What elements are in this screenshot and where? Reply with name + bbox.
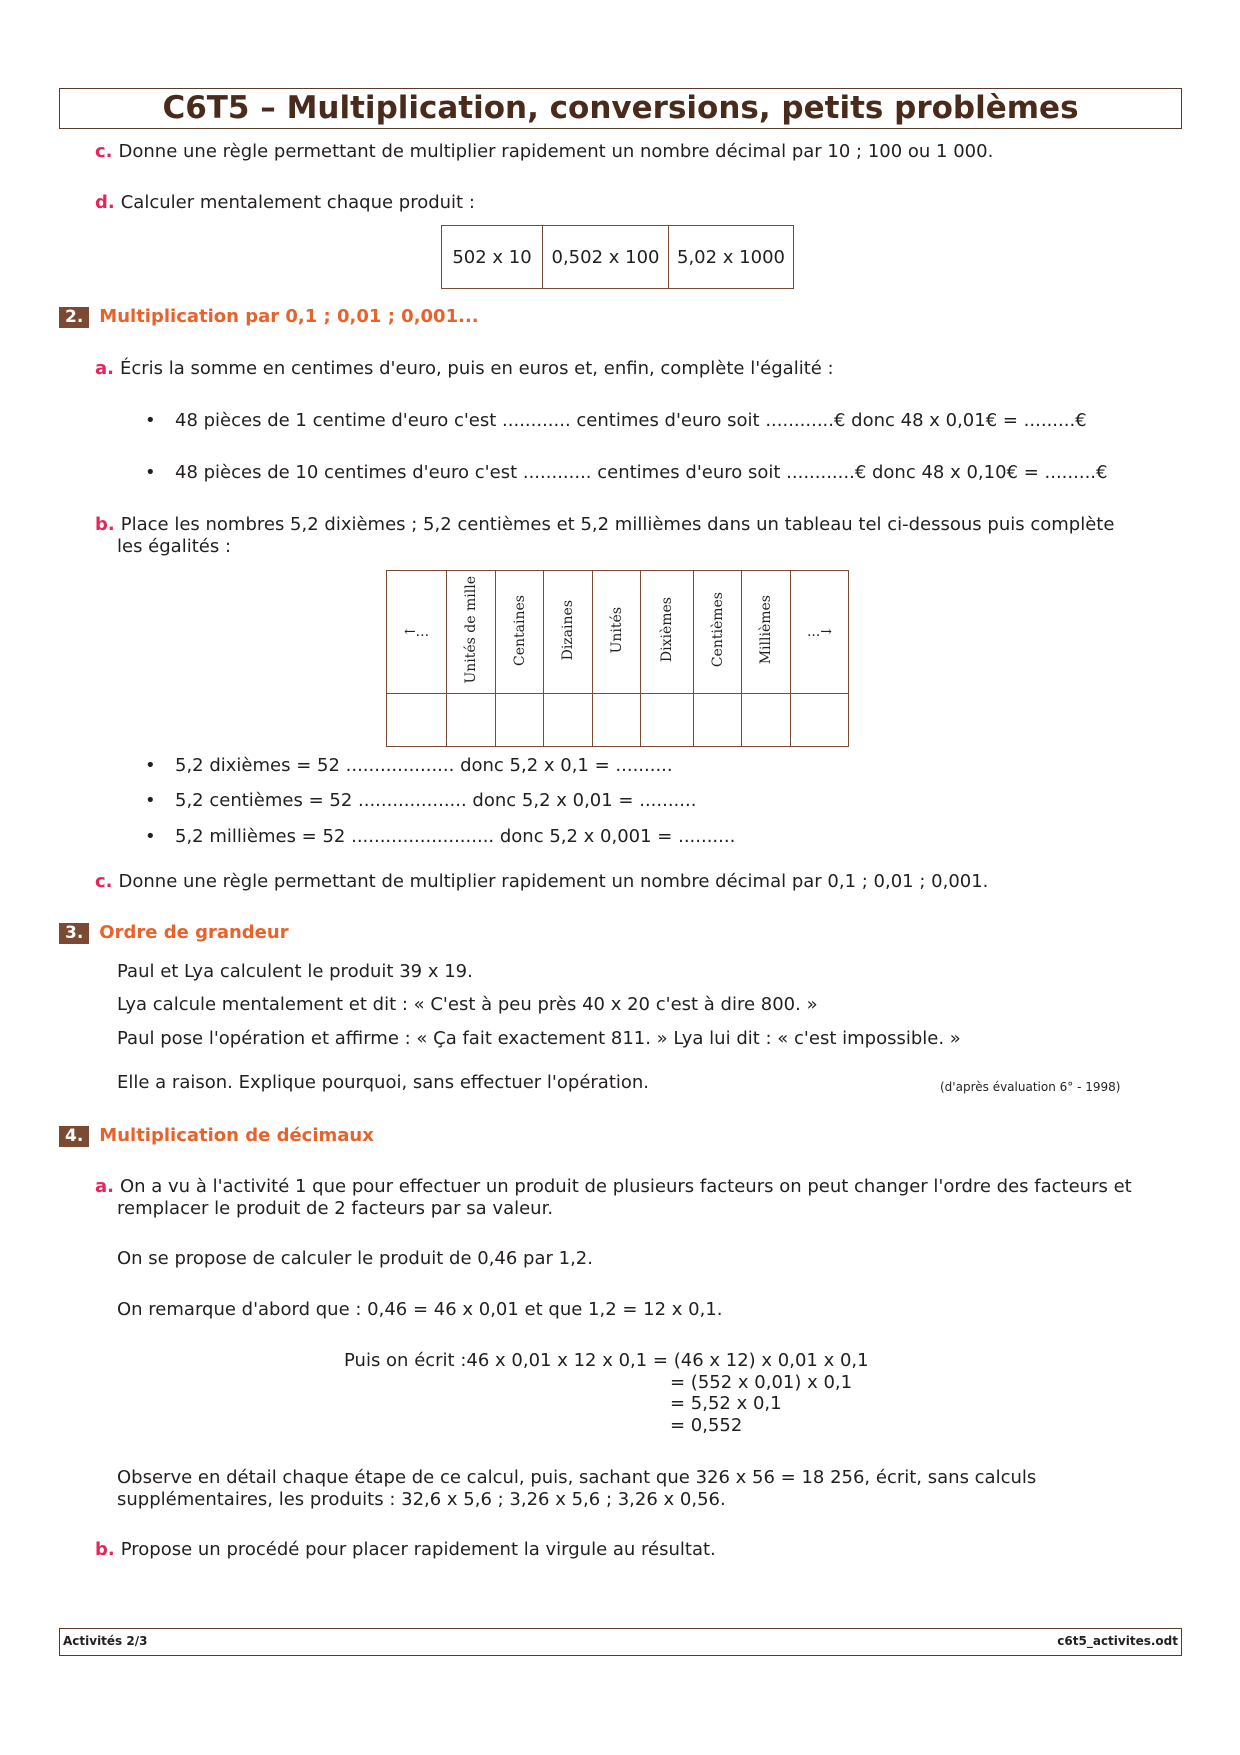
section-title: Multiplication de décimaux	[99, 1125, 374, 1146]
paragraph-line: Lya calcule mentalement et dit : « C'est à peu près 40 x 20 c'est à dire 800. »	[117, 994, 818, 1015]
header-label: Centièmes	[709, 592, 726, 668]
right-arrow-icon: ...→	[806, 624, 833, 640]
left-arrow-icon: ←...	[403, 624, 430, 640]
question-text: On a vu à l'activité 1 que pour effectuer un produit de plusieurs facteurs on peut changer l'ordre des facteurs et	[119, 1176, 1132, 1197]
table-header-cell	[387, 571, 447, 694]
question-4b	[95, 1539, 716, 1561]
table-header-cell	[641, 571, 694, 694]
header-label: Centaines	[511, 594, 528, 666]
table-cell[interactable]	[694, 694, 742, 747]
paragraph-line: supplémentaires, les produits : 32,6 x 5,6 ; 3,26 x 5,6 ; 3,26 x 0,56.	[117, 1489, 726, 1510]
table-cell[interactable]	[593, 694, 641, 747]
question-text-continued: remplacer le produit de 2 facteurs par sa valeur.	[117, 1198, 554, 1219]
table-header-row	[387, 571, 849, 694]
table-cell[interactable]	[387, 694, 447, 747]
question-letter: d.	[95, 192, 115, 213]
table-cell[interactable]	[791, 694, 849, 747]
question-2b	[95, 514, 1114, 536]
question-1c	[95, 141, 993, 163]
table-header-cell	[694, 571, 742, 694]
question-text: Place les nombres 5,2 dixièmes ; 5,2 centièmes et 5,2 millièmes dans un tableau tel ci-dessous puis complète	[120, 514, 1115, 535]
page-title: C6T5 – Multiplication, conversions, petits problèmes	[59, 88, 1182, 129]
header-label: Dixièmes	[659, 597, 675, 663]
question-text: Donne une règle permettant de multiplier rapidement un nombre décimal par 0,1 ; 0,01 ; 0,001.	[118, 871, 989, 892]
question-letter: c.	[95, 141, 113, 162]
bullet-icon: •	[145, 462, 156, 483]
table-header-cell	[496, 571, 544, 694]
header-label: Dizaines	[560, 599, 576, 661]
calc-step: = 0,552	[670, 1415, 743, 1436]
page-footer	[59, 1628, 1182, 1656]
list-item-text: 48 pièces de 10 centimes d'euro c'est ............ centimes d'euro soit ............€ donc 48 x 0,10€ = .........€	[175, 462, 1108, 483]
question-letter: c.	[95, 871, 113, 892]
bullet-icon: •	[145, 790, 156, 811]
question-text: Écris la somme en centimes d'euro, puis en euros et, enfin, complète l'égalité :	[119, 358, 834, 379]
question-2a	[95, 358, 834, 380]
header-label: Unités de mille	[463, 576, 479, 684]
table-header-cell	[447, 571, 496, 694]
list-item-text: 5,2 dixièmes = 52 ................... donc 5,2 x 0,1 = ..........	[175, 755, 673, 776]
table-cell[interactable]	[641, 694, 694, 747]
products-table	[441, 225, 794, 289]
calc-step: = 5,52 x 0,1	[670, 1393, 782, 1414]
header-label: Millièmes	[758, 595, 774, 665]
section-title: Multiplication par 0,1 ; 0,01 ; 0,001...	[99, 306, 479, 327]
paragraph-line: Observe en détail chaque étape de ce calcul, puis, sachant que 326 x 56 = 18 256, écrit, sans calculs	[117, 1467, 1037, 1488]
section-title: Ordre de grandeur	[99, 922, 289, 943]
table-header-cell	[742, 571, 791, 694]
table-cell[interactable]	[742, 694, 791, 747]
list-item	[145, 462, 1107, 484]
table-row	[387, 694, 849, 747]
paragraph-line: On se propose de calculer le produit de 0,46 par 1,2.	[117, 1248, 593, 1269]
section-2-heading	[59, 306, 479, 328]
calc-line: Puis on écrit :46 x 0,01 x 12 x 0,1 = (46 x 12) x 0,01 x 0,1	[344, 1350, 869, 1371]
section-number: 3.	[59, 923, 89, 944]
header-label: Unités	[608, 606, 625, 654]
paragraph-line: On remarque d'abord que : 0,46 = 46 x 0,01 et que 1,2 = 12 x 0,1.	[117, 1299, 723, 1320]
product-cell: 0,502 x 100	[543, 226, 669, 289]
question-letter: a.	[95, 358, 114, 379]
footer-left: Activités 2/3	[63, 1634, 148, 1648]
place-value-table	[386, 570, 849, 747]
bullet-icon: •	[145, 755, 156, 776]
question-4a	[95, 1176, 1132, 1198]
section-number: 4.	[59, 1126, 89, 1147]
section-3-heading	[59, 922, 289, 944]
table-header-cell	[593, 571, 641, 694]
bullet-icon: •	[145, 826, 156, 847]
question-2c	[95, 871, 988, 893]
question-text: Donne une règle permettant de multiplier rapidement un nombre décimal par 10 ; 100 ou 1 000.	[118, 141, 994, 162]
list-item-text: 48 pièces de 1 centime d'euro c'est ............ centimes d'euro soit ............€ donc 48 x 0,01€ = .........€	[175, 410, 1087, 431]
list-item	[145, 826, 735, 848]
table-header-cell	[791, 571, 849, 694]
product-cell: 502 x 10	[442, 226, 543, 289]
question-letter: b.	[95, 1539, 115, 1560]
list-item	[145, 410, 1087, 432]
paragraph-line: Paul pose l'opération et affirme : « Ça fait exactement 811. » Lya lui dit : « c'est impossible. »	[117, 1028, 961, 1049]
table-cell[interactable]	[544, 694, 593, 747]
source-note: (d'après évaluation 6° - 1998)	[940, 1080, 1121, 1094]
bullet-icon: •	[145, 410, 156, 431]
list-item-text: 5,2 millièmes = 52 ......................... donc 5,2 x 0,001 = ..........	[175, 826, 736, 847]
question-letter: b.	[95, 514, 115, 535]
question-text: Propose un procédé pour placer rapidement la virgule au résultat.	[120, 1539, 716, 1560]
table-cell[interactable]	[496, 694, 544, 747]
table-header-cell	[544, 571, 593, 694]
calc-step: = (552 x 0,01) x 0,1	[670, 1372, 853, 1393]
table-cell[interactable]	[447, 694, 496, 747]
paragraph-line: Paul et Lya calculent le produit 39 x 19.	[117, 961, 473, 982]
list-item	[145, 755, 673, 777]
section-4-heading	[59, 1125, 374, 1147]
footer-right: c6t5_activites.odt	[1057, 1634, 1178, 1648]
product-cell: 5,02 x 1000	[669, 226, 794, 289]
section-number: 2.	[59, 307, 89, 328]
question-text-continued: les égalités :	[117, 536, 232, 557]
question-1d	[95, 192, 475, 214]
list-item-text: 5,2 centièmes = 52 ................... donc 5,2 x 0,01 = ..........	[175, 790, 697, 811]
question-text: Calculer mentalement chaque produit :	[120, 192, 475, 213]
question-letter: a.	[95, 1176, 114, 1197]
list-item	[145, 790, 696, 812]
paragraph-line: Elle a raison. Explique pourquoi, sans effectuer l'opération.	[117, 1072, 650, 1093]
